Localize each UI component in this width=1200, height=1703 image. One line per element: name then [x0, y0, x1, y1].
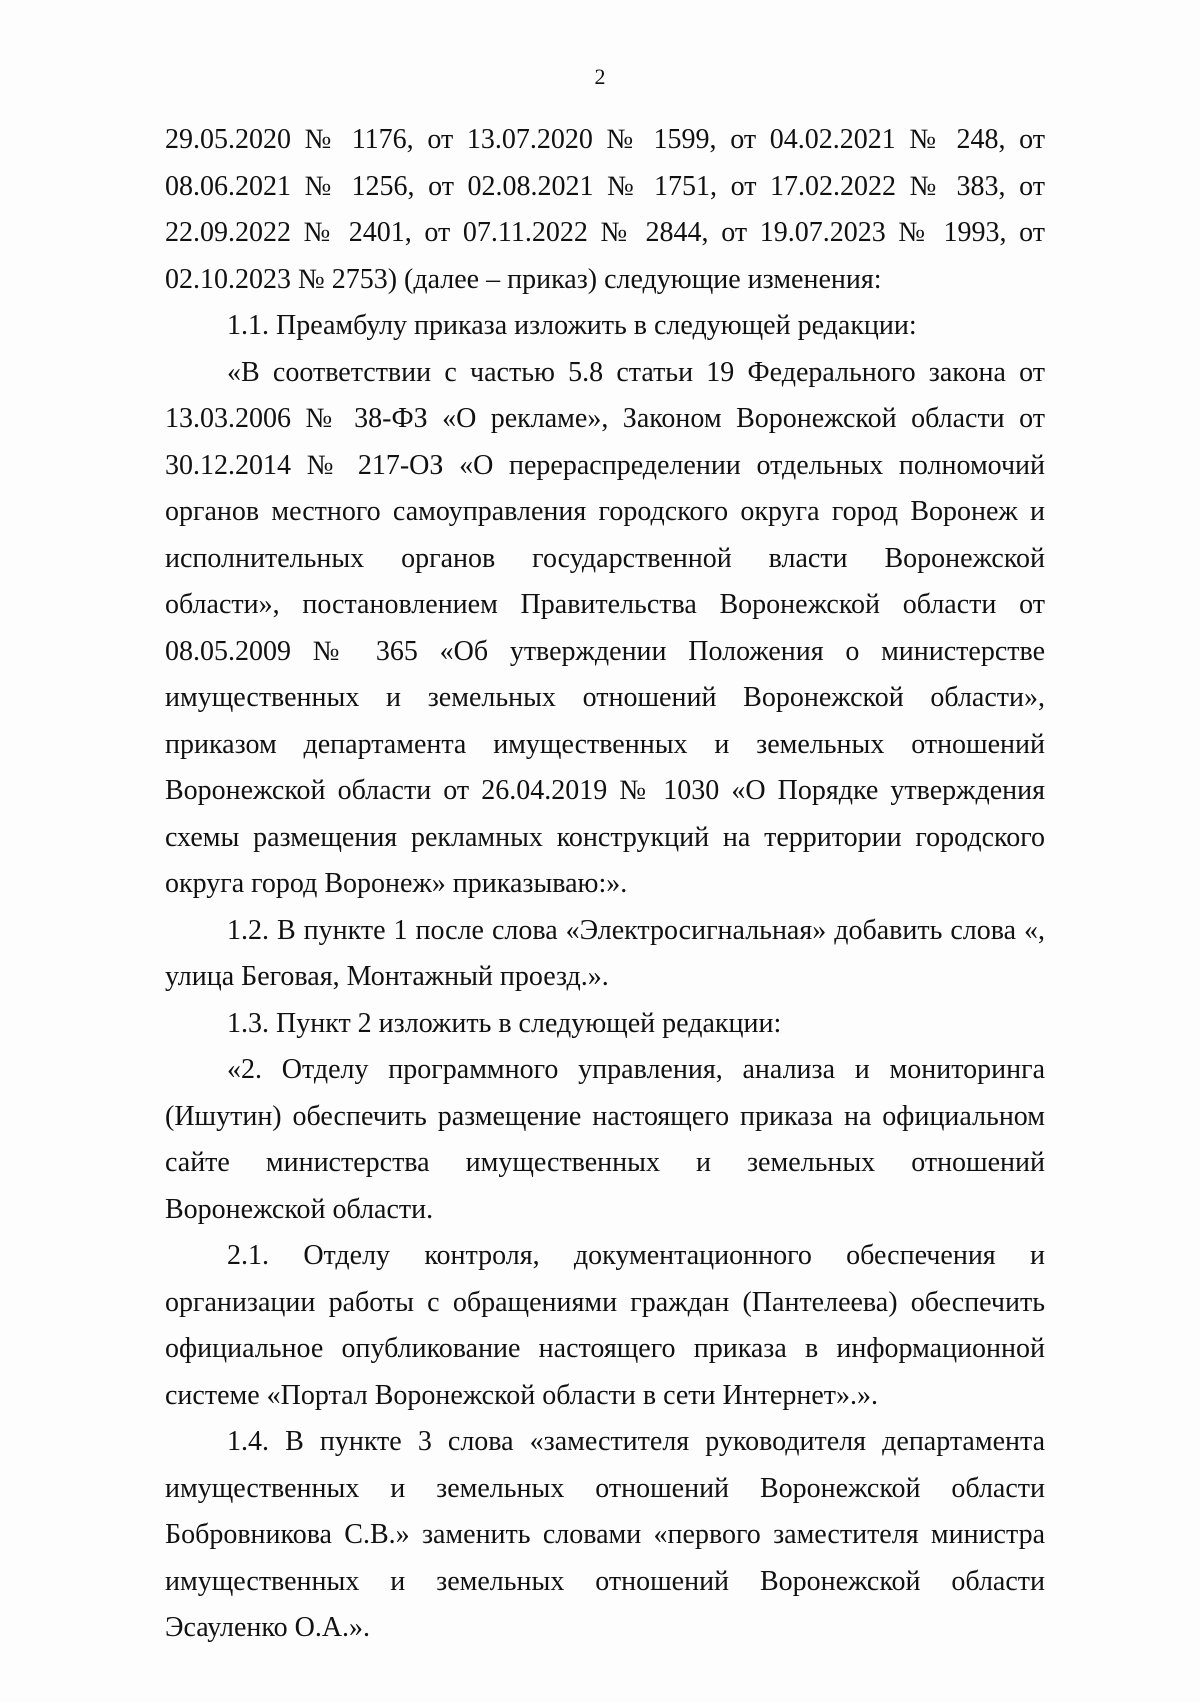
- paragraph-item-1-2: 1.2. В пункте 1 после слова «Электросигнальная» добавить слова «, улица Беговая, Монтажный проезд.».: [165, 914, 1045, 992]
- paragraph-intro-continuation: 29.05.2020 № 1176, от 13.07.2020 № 1599, от 04.02.2021 № 248, от 08.06.2021 № 1256, от 02.08.2021 № 1751, от 17.02.2022 № 383, от 22.09.2022 № 2401, от 07.11.2022 № 2844, от 19.07.2023 № 1993, от 02.10.2023 № 2753) (далее – приказ) следующие изменения:: [165, 124, 1045, 295]
- paragraph-item-2-quote: «2. Отделу программного управления, анализа и мониторинга (Ишутин) обеспечить размещение настоящего приказа на официальном сайте министерства имущественных и земельных отношений Воронежской области.: [165, 1054, 1045, 1225]
- paragraph-item-2-1: 2.1. Отделу контроля, документационного обеспечения и организации работы с обращениями граждан (Пантелеева) обеспечить официальное опубликование настоящего приказа в информационной системе «Портал Воронежской области в сети Интернет».».: [165, 1240, 1045, 1411]
- paragraph-item-1-4: 1.4. В пункте 3 слова «заместителя руководителя департамента имущественных и земельных отношений Воронежской области Бобровникова С.В.» заменить словами «первого заместителя министра имущественных и земельных отношений Воронежской области Эсауленко О.А.».: [165, 1426, 1045, 1643]
- paragraph-item-1-1: 1.1. Преамбулу приказа изложить в следующей редакции:: [227, 310, 917, 341]
- page-number: 2: [594, 64, 606, 89]
- document-body: [165, 117, 1045, 1652]
- paragraph-preamble-quote: «В соответствии с частью 5.8 статьи 19 Федерального закона от 13.03.2006 № 38-ФЗ «О рекламе», Законом Воронежской области от 30.12.2014 № 217-ОЗ «О перераспределении отдельных полномочий органов местного самоуправления городского округа город Воронеж и исполнительных органов государственной власти Воронежской области», постановлением Правительства Воронежской области от 08.05.2009 № 365 «Об утверждении Положения о министерстве имущественных и земельных отношений Воронежской области», приказом департамента имущественных и земельных отношений Воронежской области от 26.04.2019 № 1030 «О Порядке утверждения схемы размещения рекламных конструкций на территории городского округа город Воронеж» приказываю:».: [165, 356, 1045, 899]
- paragraph-item-1-3: 1.3. Пункт 2 изложить в следующей редакции:: [227, 1007, 782, 1039]
